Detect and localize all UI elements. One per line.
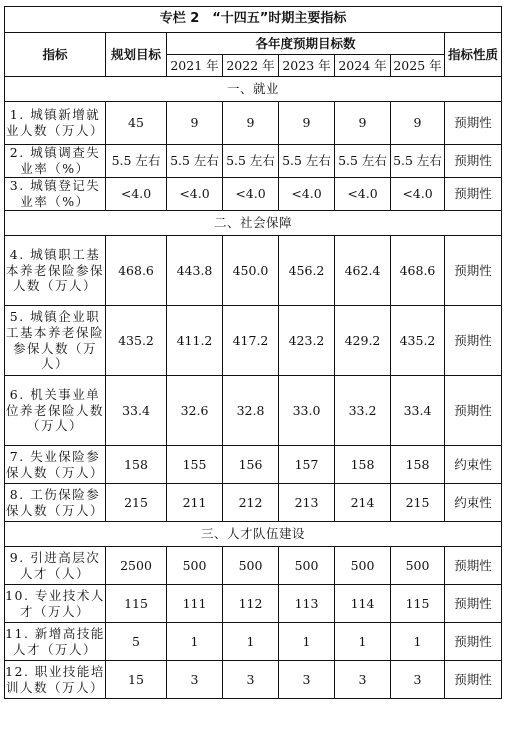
plan-target-value: 15 [106, 661, 167, 699]
year-target-value: 3 [223, 661, 279, 699]
indicator-name: 6. 机关事业单位养老保险人数（万人） [5, 376, 106, 446]
table-row [5, 376, 502, 446]
year-target-value: 500 [391, 547, 445, 585]
year-target-value: 33.0 [279, 376, 335, 446]
year-target-value: 158 [335, 446, 391, 484]
year-target-value: 1 [279, 623, 335, 661]
year-target-value: 1 [391, 623, 445, 661]
year-target-value: 113 [279, 585, 335, 623]
table-row [5, 661, 502, 699]
section-label: 三、人才队伍建设 [5, 522, 502, 547]
year-target-value: <4.0 [167, 178, 223, 211]
year-target-value: 33.4 [391, 376, 445, 446]
table-row [5, 236, 502, 306]
section-label: 一、就业 [5, 77, 502, 102]
year-target-value: 112 [223, 585, 279, 623]
indicator-name: 11. 新增高技能人才（万人） [5, 623, 106, 661]
header-annual-targets: 各年度预期目标数 [167, 33, 445, 55]
header-nature: 指标性质 [445, 33, 502, 77]
year-target-value: 1 [335, 623, 391, 661]
plan-target-value: 468.6 [106, 236, 167, 306]
indicator-nature: 预期性 [445, 236, 502, 306]
year-target-value: 158 [391, 446, 445, 484]
plan-target-value: 158 [106, 446, 167, 484]
table-row [5, 145, 502, 178]
indicator-nature: 预期性 [445, 623, 502, 661]
year-target-value: 3 [167, 661, 223, 699]
year-target-value: 111 [167, 585, 223, 623]
year-target-value: 33.2 [335, 376, 391, 446]
year-target-value: 500 [167, 547, 223, 585]
year-target-value: 5.5 左右 [335, 145, 391, 178]
year-target-value: 429.2 [335, 306, 391, 376]
year-target-value: 500 [223, 547, 279, 585]
year-target-value: 468.6 [391, 236, 445, 306]
indicator-name: 2. 城镇调查失业率（%） [5, 145, 106, 178]
year-target-value: 500 [335, 547, 391, 585]
year-target-value: 3 [335, 661, 391, 699]
indicator-nature: 约束性 [445, 484, 502, 522]
section-label: 二、社会保障 [5, 211, 502, 236]
year-target-value: 443.8 [167, 236, 223, 306]
table-title: 专栏 2 “十四五”时期主要指标 [5, 7, 502, 33]
table-row [5, 547, 502, 585]
plan-target-value: 5.5 左右 [106, 145, 167, 178]
indicator-name: 5. 城镇企业职工基本养老保险参保人数（万人） [5, 306, 106, 376]
section-row [5, 77, 502, 102]
year-target-value: 456.2 [279, 236, 335, 306]
plan-target-value: 435.2 [106, 306, 167, 376]
indicator-nature: 约束性 [445, 446, 502, 484]
indicator-nature: 预期性 [445, 145, 502, 178]
indicator-name: 9. 引进高层次人才（人） [5, 547, 106, 585]
year-target-value: <4.0 [223, 178, 279, 211]
year-target-value: 156 [223, 446, 279, 484]
indicator-name: 8. 工伤保险参保人数（万人） [5, 484, 106, 522]
year-target-value: 213 [279, 484, 335, 522]
year-target-value: 9 [167, 102, 223, 145]
plan-target-value: 115 [106, 585, 167, 623]
year-target-value: 214 [335, 484, 391, 522]
year-target-value: 500 [279, 547, 335, 585]
table-row [5, 484, 502, 522]
indicator-name: 4. 城镇职工基本养老保险参保人数（万人） [5, 236, 106, 306]
indicator-nature: 预期性 [445, 376, 502, 446]
year-target-value: 215 [391, 484, 445, 522]
table-row [5, 623, 502, 661]
year-target-value: 32.8 [223, 376, 279, 446]
year-target-value: 3 [391, 661, 445, 699]
year-target-value: 1 [223, 623, 279, 661]
year-target-value: 435.2 [391, 306, 445, 376]
year-target-value: 411.2 [167, 306, 223, 376]
header-plan-target: 规划目标 [106, 33, 167, 77]
header-year: 2022 年 [223, 55, 279, 77]
indicator-nature: 预期性 [445, 547, 502, 585]
plan-target-value: <4.0 [106, 178, 167, 211]
year-target-value: 417.2 [223, 306, 279, 376]
indicator-nature: 预期性 [445, 585, 502, 623]
year-target-value: 9 [223, 102, 279, 145]
year-target-value: 114 [335, 585, 391, 623]
year-target-value: 9 [279, 102, 335, 145]
year-target-value: 462.4 [335, 236, 391, 306]
year-target-value: 211 [167, 484, 223, 522]
year-target-value: 5.5 左右 [223, 145, 279, 178]
table-row [5, 102, 502, 145]
plan-target-value: 2500 [106, 547, 167, 585]
section-row [5, 211, 502, 236]
indicator-name: 12. 职业技能培训人数（万人） [5, 661, 106, 699]
year-target-value: 5.5 左右 [391, 145, 445, 178]
year-target-value: 212 [223, 484, 279, 522]
indicator-nature: 预期性 [445, 306, 502, 376]
year-target-value: 9 [335, 102, 391, 145]
plan-target-value: 33.4 [106, 376, 167, 446]
plan-target-value: 215 [106, 484, 167, 522]
year-target-value: 32.6 [167, 376, 223, 446]
year-target-value: 450.0 [223, 236, 279, 306]
table-row [5, 446, 502, 484]
plan-target-value: 5 [106, 623, 167, 661]
section-row [5, 522, 502, 547]
year-target-value: 155 [167, 446, 223, 484]
year-target-value: <4.0 [279, 178, 335, 211]
table-row [5, 585, 502, 623]
indicator-name: 1. 城镇新增就业人数（万人） [5, 102, 106, 145]
header-year: 2025 年 [391, 55, 445, 77]
indicator-name: 3. 城镇登记失业率（%） [5, 178, 106, 211]
year-target-value: 157 [279, 446, 335, 484]
indicator-nature: 预期性 [445, 102, 502, 145]
year-target-value: 9 [391, 102, 445, 145]
indicator-nature: 预期性 [445, 661, 502, 699]
indicators-table [4, 6, 502, 699]
table-row [5, 178, 502, 211]
year-target-value: 423.2 [279, 306, 335, 376]
header-year: 2023 年 [279, 55, 335, 77]
year-target-value: <4.0 [335, 178, 391, 211]
table-row [5, 306, 502, 376]
header-year: 2024 年 [335, 55, 391, 77]
plan-target-value: 45 [106, 102, 167, 145]
year-target-value: 115 [391, 585, 445, 623]
year-target-value: 3 [279, 661, 335, 699]
table-body [5, 77, 502, 699]
year-target-value: 1 [167, 623, 223, 661]
header-indicator: 指标 [5, 33, 106, 77]
year-target-value: 5.5 左右 [167, 145, 223, 178]
header-year: 2021 年 [167, 55, 223, 77]
year-target-value: <4.0 [391, 178, 445, 211]
indicator-name: 7. 失业保险参保人数（万人） [5, 446, 106, 484]
indicator-name: 10. 专业技术人才（万人） [5, 585, 106, 623]
indicator-nature: 预期性 [445, 178, 502, 211]
year-target-value: 5.5 左右 [279, 145, 335, 178]
